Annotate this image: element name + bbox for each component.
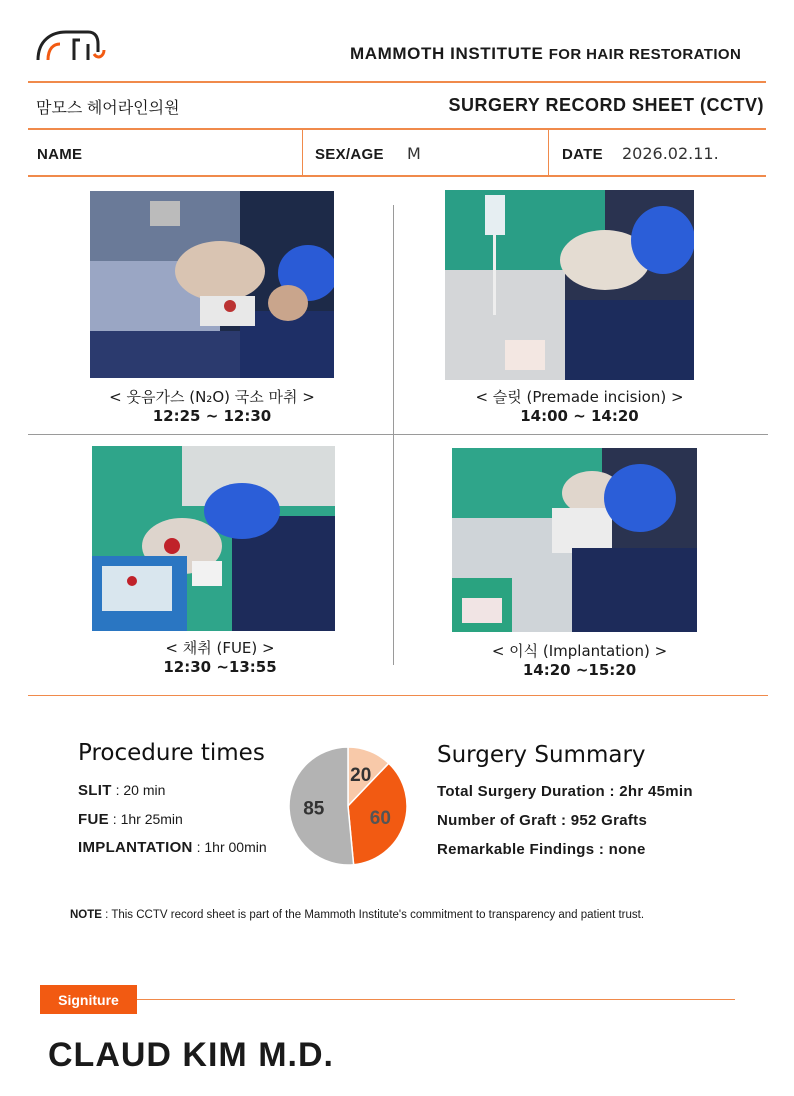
procedure-slit-label: SLIT xyxy=(78,782,112,799)
caption-2-time: 14:00 ~ 14:20 xyxy=(520,407,639,425)
pie-label: 85 xyxy=(303,798,325,820)
procedure-item-implantation xyxy=(78,839,267,856)
brand-title xyxy=(350,44,741,64)
photo-fue-harvest xyxy=(92,446,335,631)
sex-age-value: M xyxy=(407,144,421,163)
note-text: : This CCTV record sheet is part of the Mammoth Institute's commitment to transparency and patient trust. xyxy=(101,909,645,921)
caption-2 xyxy=(445,388,714,426)
rule-2 xyxy=(28,128,766,130)
note xyxy=(70,909,644,921)
caption-4-time: 14:20 ~15:20 xyxy=(522,661,637,679)
signature-label: Signiture xyxy=(40,985,137,1014)
photo-n2o-anesthesia xyxy=(90,191,334,378)
grid-vertical-divider xyxy=(393,205,394,665)
brand-main: MAMMOTH INSTITUTE xyxy=(350,44,544,63)
summary-grafts: Number of Graft : 952 Grafts xyxy=(437,812,648,829)
mammoth-logo-icon xyxy=(36,26,106,64)
procedure-implantation-label: IMPLANTATION xyxy=(78,839,193,856)
rule-4 xyxy=(28,695,768,696)
caption-4 xyxy=(452,642,707,680)
divider-2 xyxy=(548,129,549,176)
photo-implantation xyxy=(452,448,697,632)
signature-rule xyxy=(137,999,735,1000)
sheet-title: SURGERY RECORD SHEET (CCTV) xyxy=(448,95,764,115)
sex-age-label: SEX/AGE xyxy=(315,146,384,163)
summary-findings: Remarkable Findings : none xyxy=(437,841,646,858)
pie-label: 20 xyxy=(350,765,372,787)
procedure-fue-value: : 1hr 25min xyxy=(108,811,183,827)
doctor-name: CLAUD KIM M.D. xyxy=(48,1036,334,1074)
procedure-item-slit xyxy=(78,782,165,799)
note-label: NOTE xyxy=(70,909,102,921)
procedure-implantation-value: : 1hr 00min xyxy=(192,839,267,855)
procedure-item-fue xyxy=(78,811,183,828)
caption-2-title: < 슬릿 (Premade incision) > xyxy=(475,388,684,406)
summary-duration: Total Surgery Duration : 2hr 45min xyxy=(437,783,693,800)
grid-horizontal-divider xyxy=(28,434,768,435)
caption-3 xyxy=(92,639,348,677)
caption-3-title: < 채취 (FUE) > xyxy=(165,639,275,657)
caption-4-title: < 이식 (Implantation) > xyxy=(491,642,668,660)
caption-1 xyxy=(90,388,334,426)
caption-1-time: 12:25 ~ 12:30 xyxy=(152,407,272,425)
rule-1 xyxy=(28,81,766,83)
procedure-slit-value: : 20 min xyxy=(111,782,166,798)
procedure-fue-label: FUE xyxy=(78,811,109,828)
summary-title: Surgery Summary xyxy=(437,742,646,768)
date-label: DATE xyxy=(562,146,603,163)
procedure-title: Procedure times xyxy=(78,740,265,766)
pie-label: 60 xyxy=(369,808,391,830)
caption-3-time: 12:30 ~13:55 xyxy=(163,658,277,676)
rule-3 xyxy=(28,175,766,177)
photo-premade-incision xyxy=(445,190,694,380)
divider-1 xyxy=(302,129,303,176)
date-value: 2026.02.11. xyxy=(622,144,719,163)
name-label: NAME xyxy=(37,146,83,163)
caption-1-title: < 웃음가스 (N₂O) 국소 마취 > xyxy=(109,388,315,406)
procedure-pie-chart xyxy=(287,745,409,867)
clinic-name-kr: 맘모스 헤어라인의원 xyxy=(36,100,180,117)
brand-sub: FOR HAIR RESTORATION xyxy=(548,46,742,63)
